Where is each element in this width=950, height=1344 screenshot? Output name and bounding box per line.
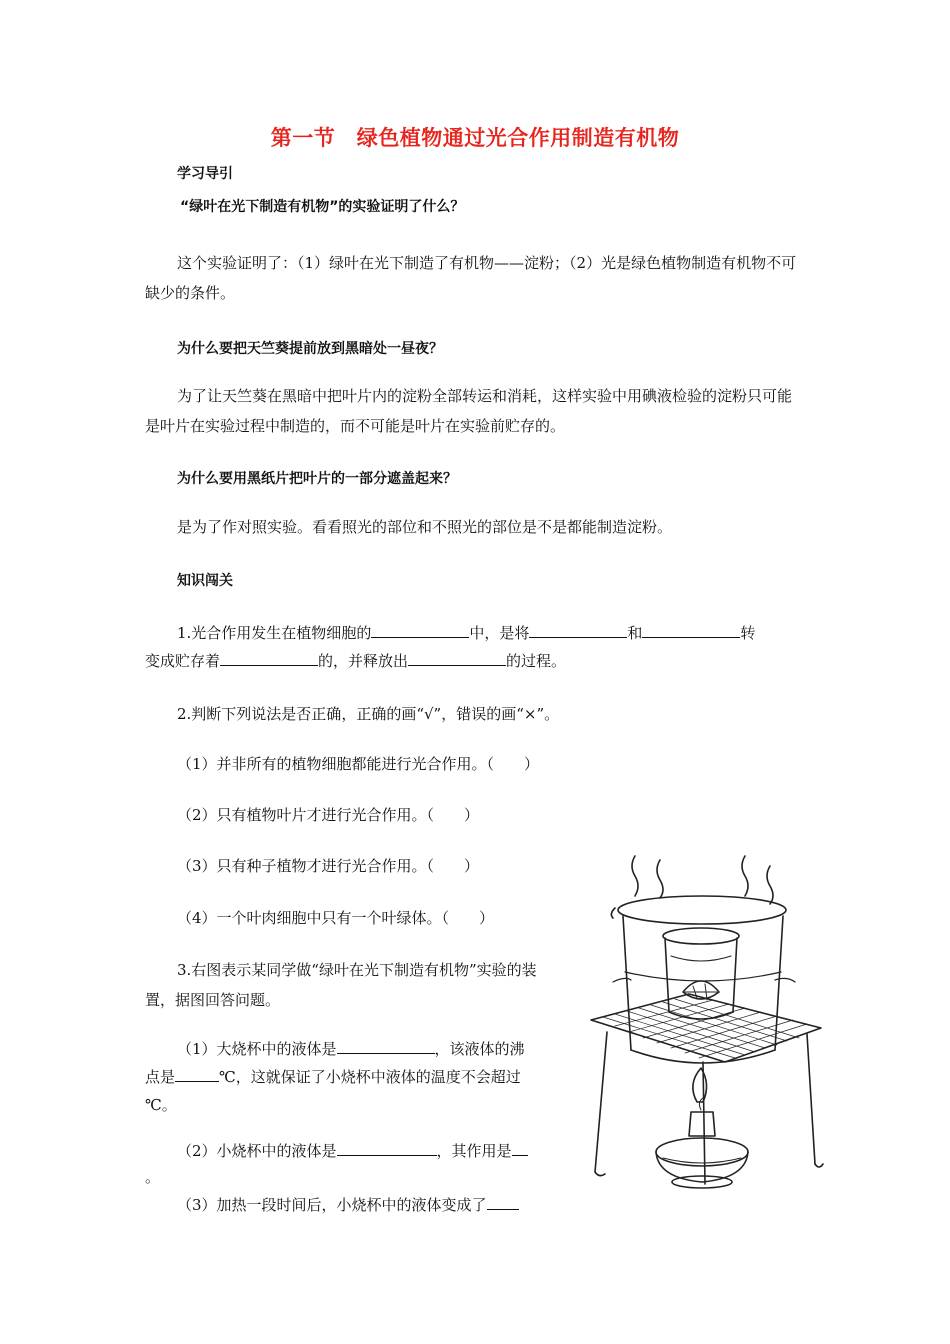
answer-3: 是为了作对照实验。看看照光的部位和不照光的部位是不是都能制造淀粉。	[177, 518, 673, 536]
answer-2: 为了让天竺葵在黑暗中把叶片内的淀粉全部转运和消耗，这样实验中用碘液检验的淀粉只可能是叶片在实验过程中制造的，而不可能是叶片在实验前贮存的。	[145, 387, 793, 435]
quiz-q3-1-line1	[177, 1038, 525, 1059]
fill-blank[interactable]	[175, 1067, 219, 1082]
quiz-q1-line2	[145, 650, 566, 671]
quiz-q2-item-4: （4）一个叶肉细胞中只有一个叶绿体。（ ）	[177, 909, 495, 927]
quiz-q1-line1	[177, 622, 755, 643]
question-heading-1: “绿叶在光下制造有机物”的实验证明了什么？	[180, 199, 465, 215]
fill-blank[interactable]	[529, 623, 627, 638]
answer-1: 这个实验证明了：（1）绿叶在光下制造了有机物——淀粉；（2）光是绿色植物制造有机物不可缺少的条件。	[145, 254, 797, 302]
fill-blank[interactable]	[220, 651, 318, 666]
question-heading-2: 为什么要把天竺葵提前放到黑暗处一昼夜？	[177, 341, 443, 357]
section-heading-guide: 学习导引	[177, 166, 233, 182]
quiz-q3-1-line3: ℃。	[145, 1096, 177, 1114]
quiz-q3-2-line2: 。	[145, 1168, 161, 1186]
page-title: 第一节 绿色植物通过光合作用制造有机物	[270, 125, 680, 150]
fill-blank[interactable]	[371, 623, 469, 638]
fill-blank[interactable]	[487, 1195, 519, 1210]
quiz-q2-item-1: （1）并非所有的植物细胞都能进行光合作用。（ ）	[177, 755, 540, 773]
beaker-water-bath-apparatus-icon	[585, 852, 825, 1222]
quiz-q1-text-4b: 变成贮存着	[145, 652, 221, 670]
section-heading-quiz: 知识闯关	[177, 573, 233, 589]
quiz-q3-1-text-2a: ，该液体的沸	[434, 1040, 525, 1058]
quiz-q3-1-text-3: ℃，这就保证了小烧杯中液体的温度不会超过	[219, 1068, 521, 1086]
fill-blank[interactable]	[408, 651, 506, 666]
quiz-q2: 2.判断下列说法是否正确，正确的画“√”，错误的画“×”。	[177, 705, 560, 723]
quiz-q3-3-text: （3）加热一段时间后，小烧杯中的液体变成了	[177, 1196, 487, 1214]
quiz-q3-1-line2	[145, 1066, 521, 1087]
question-heading-3: 为什么要用黑纸片把叶片的一部分遮盖起来？	[177, 471, 457, 487]
fill-blank[interactable]	[512, 1141, 528, 1156]
quiz-q1-text-5: 的，并释放出	[318, 652, 409, 670]
quiz-q3-1-text-2b: 点是	[145, 1068, 176, 1086]
quiz-q3-2-text-2: ，其作用是	[436, 1142, 512, 1160]
fill-blank[interactable]	[337, 1039, 435, 1054]
quiz-q1-text-3: 和	[627, 624, 643, 642]
quiz-q2-item-3: （3）只有种子植物才进行光合作用。（ ）	[177, 857, 480, 875]
quiz-q3-3	[177, 1194, 519, 1215]
quiz-q1-text-4a: 转	[740, 624, 756, 642]
quiz-q2-item-2: （2）只有植物叶片才进行光合作用。（ ）	[177, 806, 480, 824]
quiz-q3-2-text-1: （2）小烧杯中的液体是	[177, 1142, 337, 1160]
quiz-q1-text-6: 的过程。	[506, 652, 567, 670]
quiz-q3-1-text-1: （1）大烧杯中的液体是	[177, 1040, 337, 1058]
quiz-q1-text-1: 1.光合作用发生在植物细胞的	[177, 624, 372, 642]
quiz-q3-2-line1	[177, 1140, 528, 1161]
fill-blank[interactable]	[337, 1141, 437, 1156]
quiz-q3: 3.右图表示某同学做“绿叶在光下制造有机物”实验的装置，据图回答问题。	[145, 961, 537, 1009]
fill-blank[interactable]	[642, 623, 740, 638]
quiz-q1-text-2: 中，是将	[469, 624, 530, 642]
